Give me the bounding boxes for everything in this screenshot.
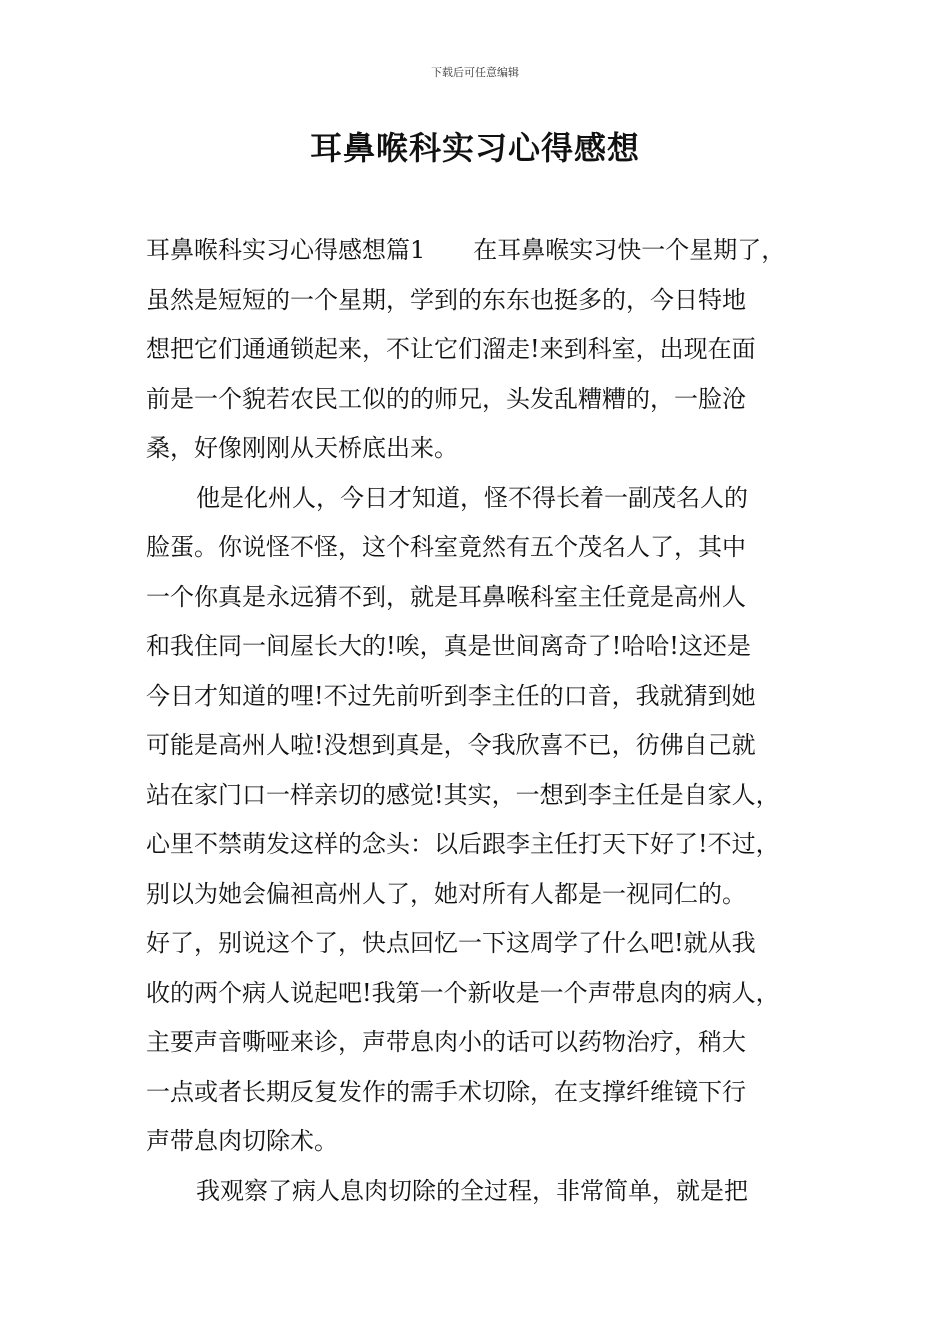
- text-line: 心里不禁萌发这样的念头：以后跟李主任打天下好了!不过，: [146, 830, 780, 858]
- text-line: 收的两个病人说起吧!我第一个新收是一个声带息肉的病人，: [146, 978, 780, 1007]
- text-line: 想把它们通通锁起来，不让它们溜走!来到科室，出现在面: [146, 335, 756, 363]
- text-line: 今日才知道的哩!不过先前听到李主任的口音，我就猜到她: [146, 681, 756, 710]
- document-body: [146, 226, 826, 1216]
- text-line: [146, 226, 826, 276]
- section-text: 在耳鼻喉实习快一个星期了，: [473, 236, 786, 264]
- text-line: 和我住同一间屋长大的!唉，真是世间离奇了!哈哈!这还是: [146, 632, 751, 660]
- text-line: 脸蛋。你说怪不怪，这个科室竟然有五个茂名人了，其中: [146, 533, 746, 561]
- text-line: 主要声音嘶哑来诊，声带息肉小的话可以药物治疗，稍大: [146, 1028, 746, 1056]
- page-header: 下载后可任意编辑: [431, 66, 519, 79]
- text-line: 一点或者长期反复发作的需手术切除，在支撑纤维镜下行: [146, 1077, 746, 1106]
- text-line: 可能是高州人啦!没想到真是，令我欣喜不已，彷佛自己就: [146, 731, 756, 759]
- text-line: 好了，别说这个了，快点回忆一下这周学了什么吧!就从我: [146, 929, 756, 957]
- document-title: 耳鼻喉科实习心得感想: [309, 129, 640, 167]
- text-line: 一个你真是永远猜不到，就是耳鼻喉科室主任竟是高州人: [146, 582, 746, 611]
- text-line: 声带息肉切除术。: [146, 1127, 338, 1155]
- text-line: 前是一个貌若农民工似的的师兄，头发乱糟糟的，一脸沧: [146, 384, 746, 413]
- text-line: 站在家门口一样亲切的感觉!其实，一想到李主任是自家人，: [146, 780, 780, 809]
- text-line: 虽然是短短的一个星期，学到的东东也挺多的，今日特地: [146, 285, 746, 314]
- section-heading: 耳鼻喉科实习心得感想篇1: [146, 236, 426, 264]
- text-line: 别以为她会偏袒高州人了，她对所有人都是一视同仁的。: [146, 879, 746, 908]
- text-line: 他是化州人，今日才知道，怪不得长着一副茂名人的: [196, 483, 748, 512]
- text-line: 我观察了病人息肉切除的全过程，非常简单，就是把: [196, 1176, 748, 1205]
- text-line: 桑，好像刚刚从天桥底出来。: [146, 434, 458, 462]
